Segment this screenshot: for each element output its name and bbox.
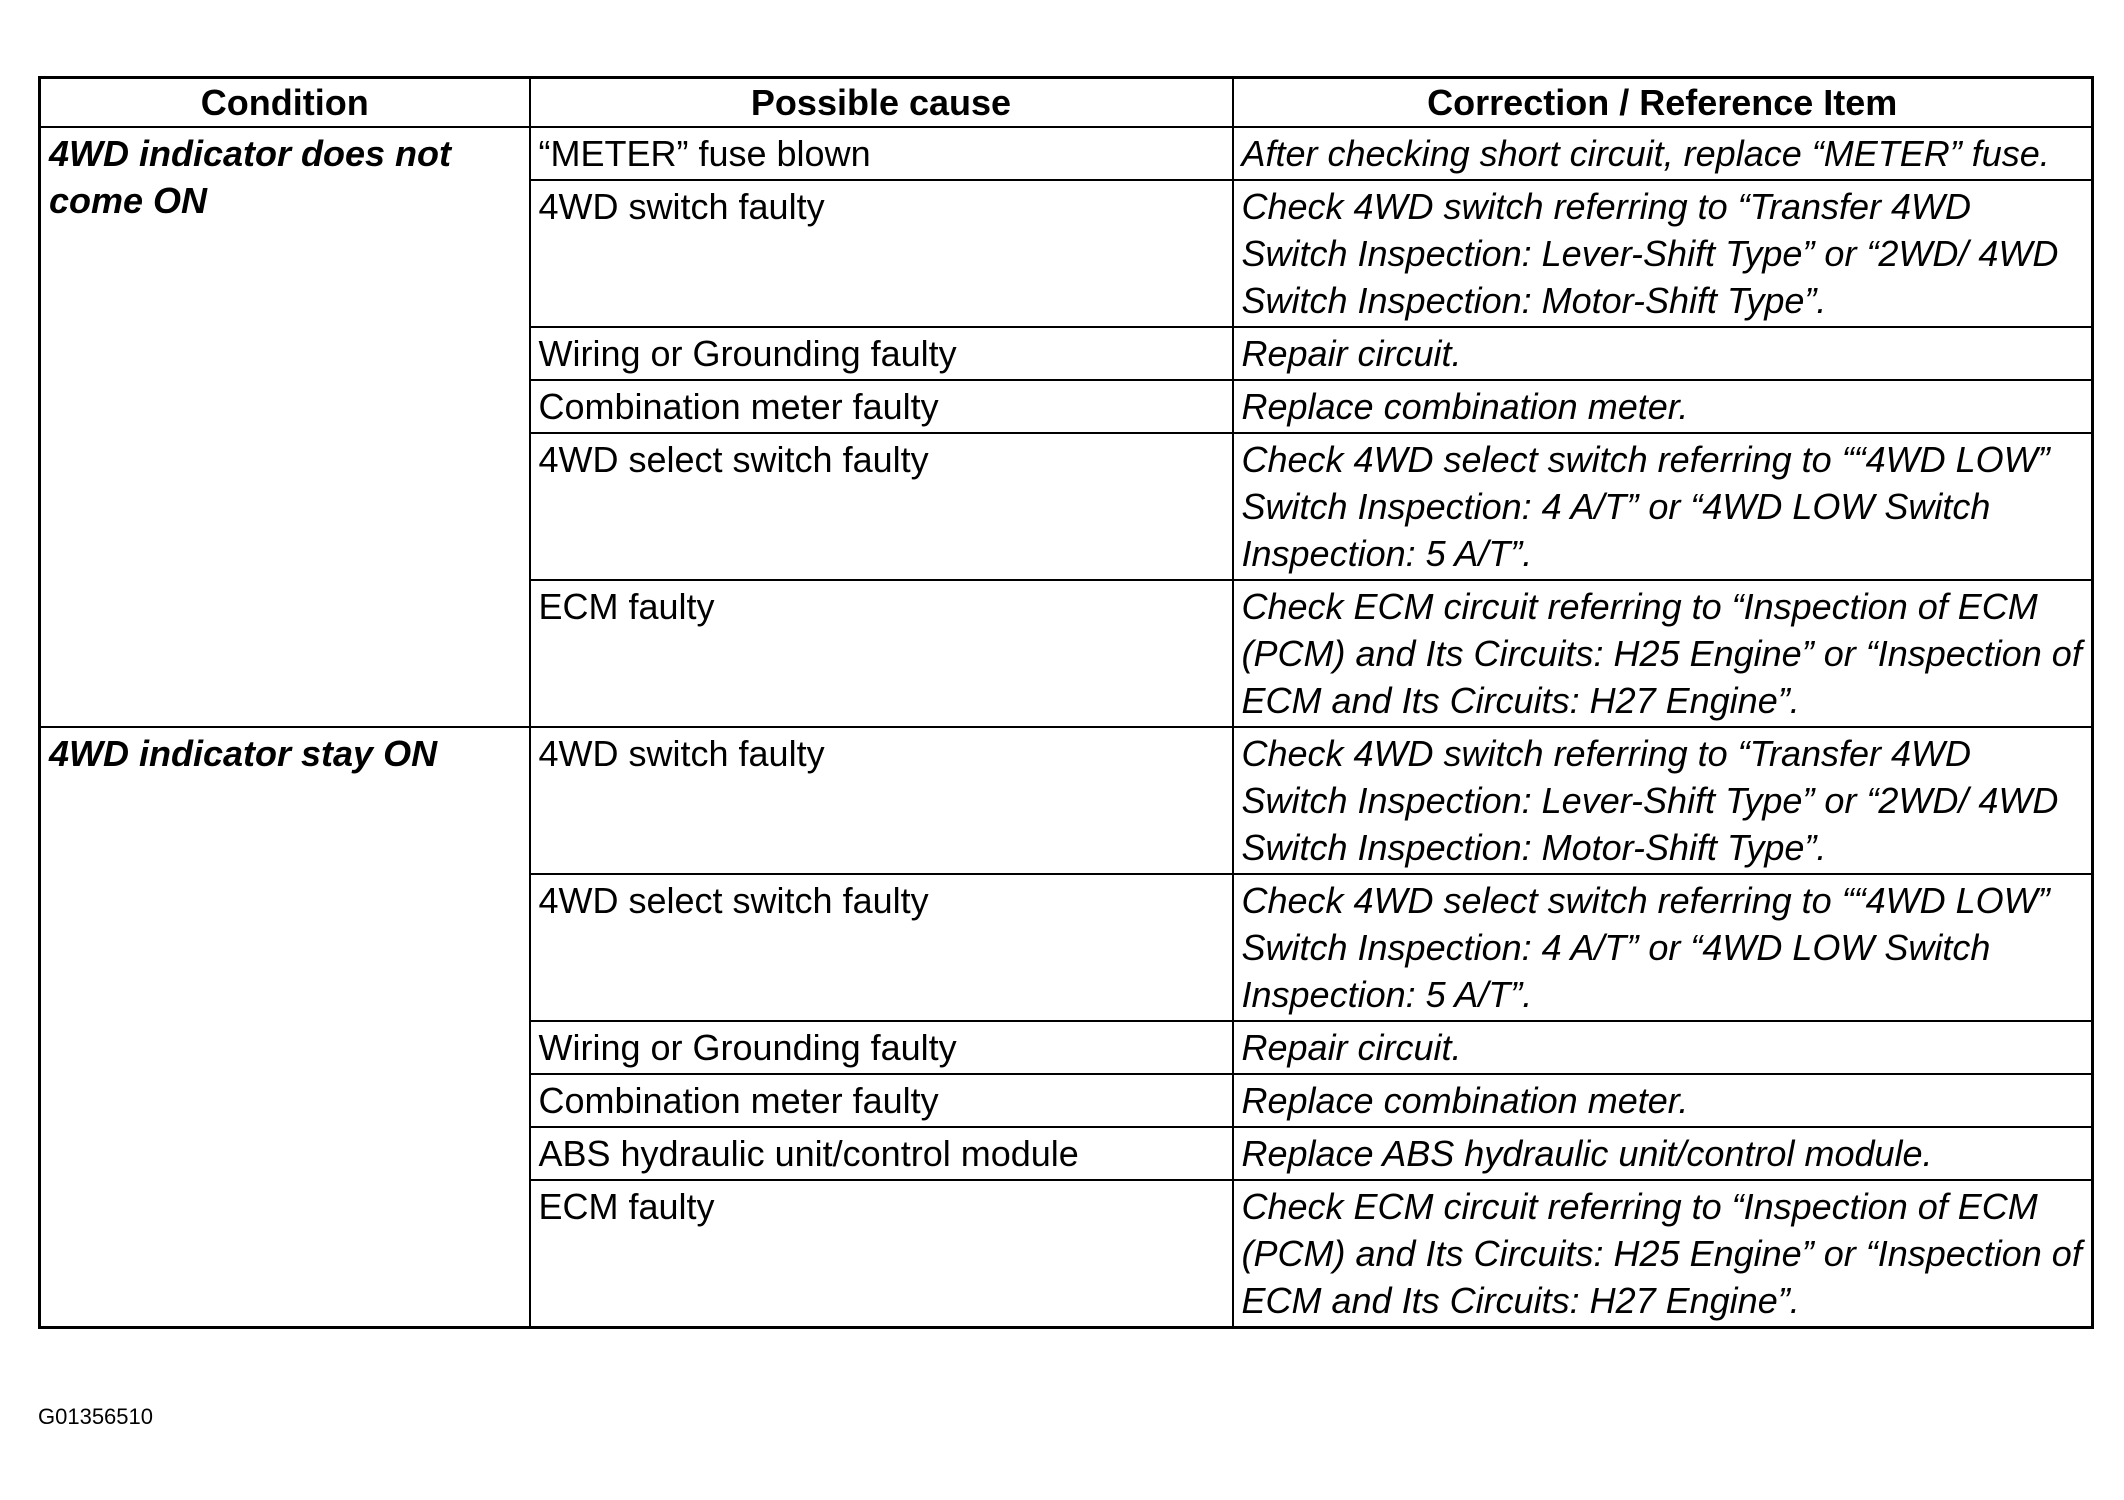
correction-cell: Check 4WD select switch referring to ““4WD LOW” Switch Inspection: 4 A/T” or “4WD LOW Switch Inspection: 5 A/T”. xyxy=(1233,874,2093,1021)
correction-cell: Replace combination meter. xyxy=(1233,380,2093,433)
cause-cell: 4WD select switch faulty xyxy=(530,433,1233,580)
cause-cell: Combination meter faulty xyxy=(530,380,1233,433)
cause-cell: ECM faulty xyxy=(530,580,1233,727)
correction-cell: Check 4WD switch referring to “Transfer 4WD Switch Inspection: Lever-Shift Type” or “2WD/ 4WD Switch Inspection: Motor-Shift Type”. xyxy=(1233,727,2093,874)
cause-cell: 4WD switch faulty xyxy=(530,727,1233,874)
correction-cell: Replace ABS hydraulic unit/control module. xyxy=(1233,1127,2093,1180)
correction-cell: Check ECM circuit referring to “Inspection of ECM (PCM) and Its Circuits: H25 Engine” or “Inspection of ECM and Its Circuits: H27 Engine”. xyxy=(1233,1180,2093,1328)
troubleshooting-table xyxy=(38,76,2094,1329)
table-row xyxy=(40,727,2093,874)
correction-cell: Replace combination meter. xyxy=(1233,1074,2093,1127)
correction-cell: After checking short circuit, replace “METER” fuse. xyxy=(1233,127,2093,180)
correction-cell: Repair circuit. xyxy=(1233,327,2093,380)
correction-cell: Check ECM circuit referring to “Inspection of ECM (PCM) and Its Circuits: H25 Engine” or “Inspection of ECM and Its Circuits: H27 Engine”. xyxy=(1233,580,2093,727)
header-condition: Condition xyxy=(40,78,530,128)
header-possible-cause: Possible cause xyxy=(530,78,1233,128)
correction-cell: Repair circuit. xyxy=(1233,1021,2093,1074)
cause-cell: 4WD select switch faulty xyxy=(530,874,1233,1021)
cause-cell: ABS hydraulic unit/control module xyxy=(530,1127,1233,1180)
header-correction: Correction / Reference Item xyxy=(1233,78,2093,128)
cause-cell: ECM faulty xyxy=(530,1180,1233,1328)
cause-cell: Wiring or Grounding faulty xyxy=(530,1021,1233,1074)
cause-cell: Wiring or Grounding faulty xyxy=(530,327,1233,380)
figure-code: G01356510 xyxy=(38,1404,153,1429)
cause-cell: Combination meter faulty xyxy=(530,1074,1233,1127)
cause-cell: “METER” fuse blown xyxy=(530,127,1233,180)
cause-cell: 4WD switch faulty xyxy=(530,180,1233,327)
correction-cell: Check 4WD switch referring to “Transfer 4WD Switch Inspection: Lever-Shift Type” or “2WD/ 4WD Switch Inspection: Motor-Shift Type”. xyxy=(1233,180,2093,327)
header-row xyxy=(40,78,2093,128)
table-row xyxy=(40,127,2093,180)
condition-cell: 4WD indicator does not come ON xyxy=(40,127,530,727)
correction-cell: Check 4WD select switch referring to ““4WD LOW” Switch Inspection: 4 A/T” or “4WD LOW Switch Inspection: 5 A/T”. xyxy=(1233,433,2093,580)
condition-cell: 4WD indicator stay ON xyxy=(40,727,530,1328)
